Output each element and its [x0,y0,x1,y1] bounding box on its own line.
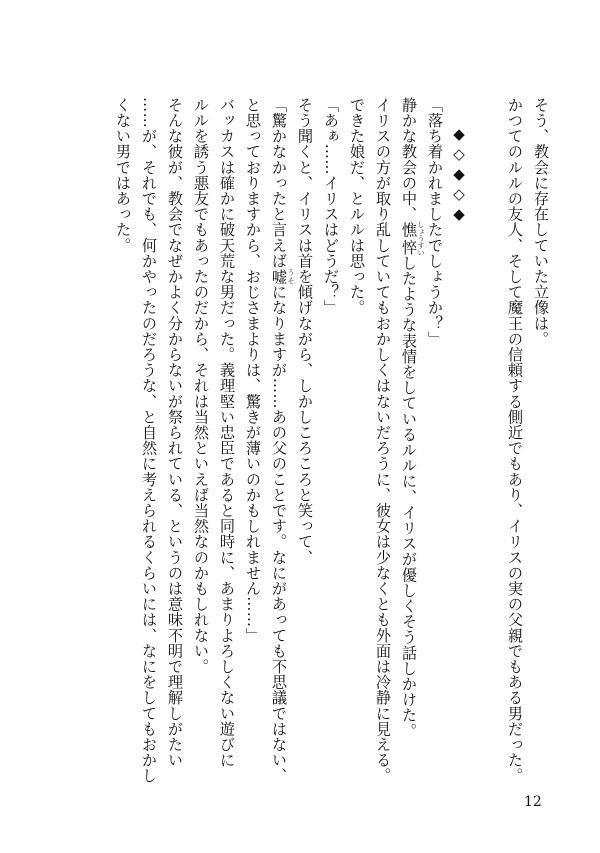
text-column-4: 静かな教会の中、憔悴 しょうすいしたような表情をしているルルに、イリスが優しくそう話しかけた。 [400,97,425,739]
ruby-annotation: 憔悴 しょうすい [400,220,425,256]
text-column-8: そう聞くと、イリスは首を傾げながら、しかしころころと笑って、 [296,97,314,565]
text-column-11: バッカスは確かに破天荒な男だった。義理堅い忠臣であると同時に、あまりよろしくない遊びに [218,97,236,768]
text-column-3: 「落ち着かれましたでしょうか？」 [426,97,444,347]
ruby-text: うそ [287,268,295,285]
text-column-12: ルルを誘う悪友でもあったのだから、それは当然といえば当然なのかもしれない。 [192,97,210,675]
text-column-5: イリスの方が取り乱していてもおかしくはないだろうに、彼女は少なくとも外面は冷静に見える。 [374,97,392,784]
text-column-14: ……が、それでも、何かやったのだろうな、と自然に考えられるくらいには、なにをしてもおかし [140,97,158,784]
text-column-7: 「あぁ……イリスはどうだ？」 [322,97,340,316]
text-column-13: そんな彼が、教会でなぜかよく分からないが祭られている、というのは意味不明で理解しがたい [166,97,184,768]
text-column-1: そう、教会に存在していた立像は。 [532,97,550,347]
text-column-15: くない男ではあった。 [114,97,132,253]
ruby-text: しょうすい [417,220,425,256]
text-column-10: と思っておりますから、おじさまよりは、驚きが薄いのかもしれません……」 [244,97,262,643]
text-column-6: できた娘だ、とルルは思った。 [348,97,366,316]
text-column-2: かつてのルルの友人、そして魔王の信頼する側近でもあり、イリスの実の父親でもある男だった。 [506,97,524,784]
page-number: 12 [524,794,542,810]
ruby-annotation: 嘘 うそ [270,268,295,285]
section-separator: ◆◇◆◇◆ [450,125,468,225]
text-column-9: 「驚かなかったと言えば嘘 うそになりますが……あの父のことです。なにがあっても不思議ではない、 [270,97,295,784]
